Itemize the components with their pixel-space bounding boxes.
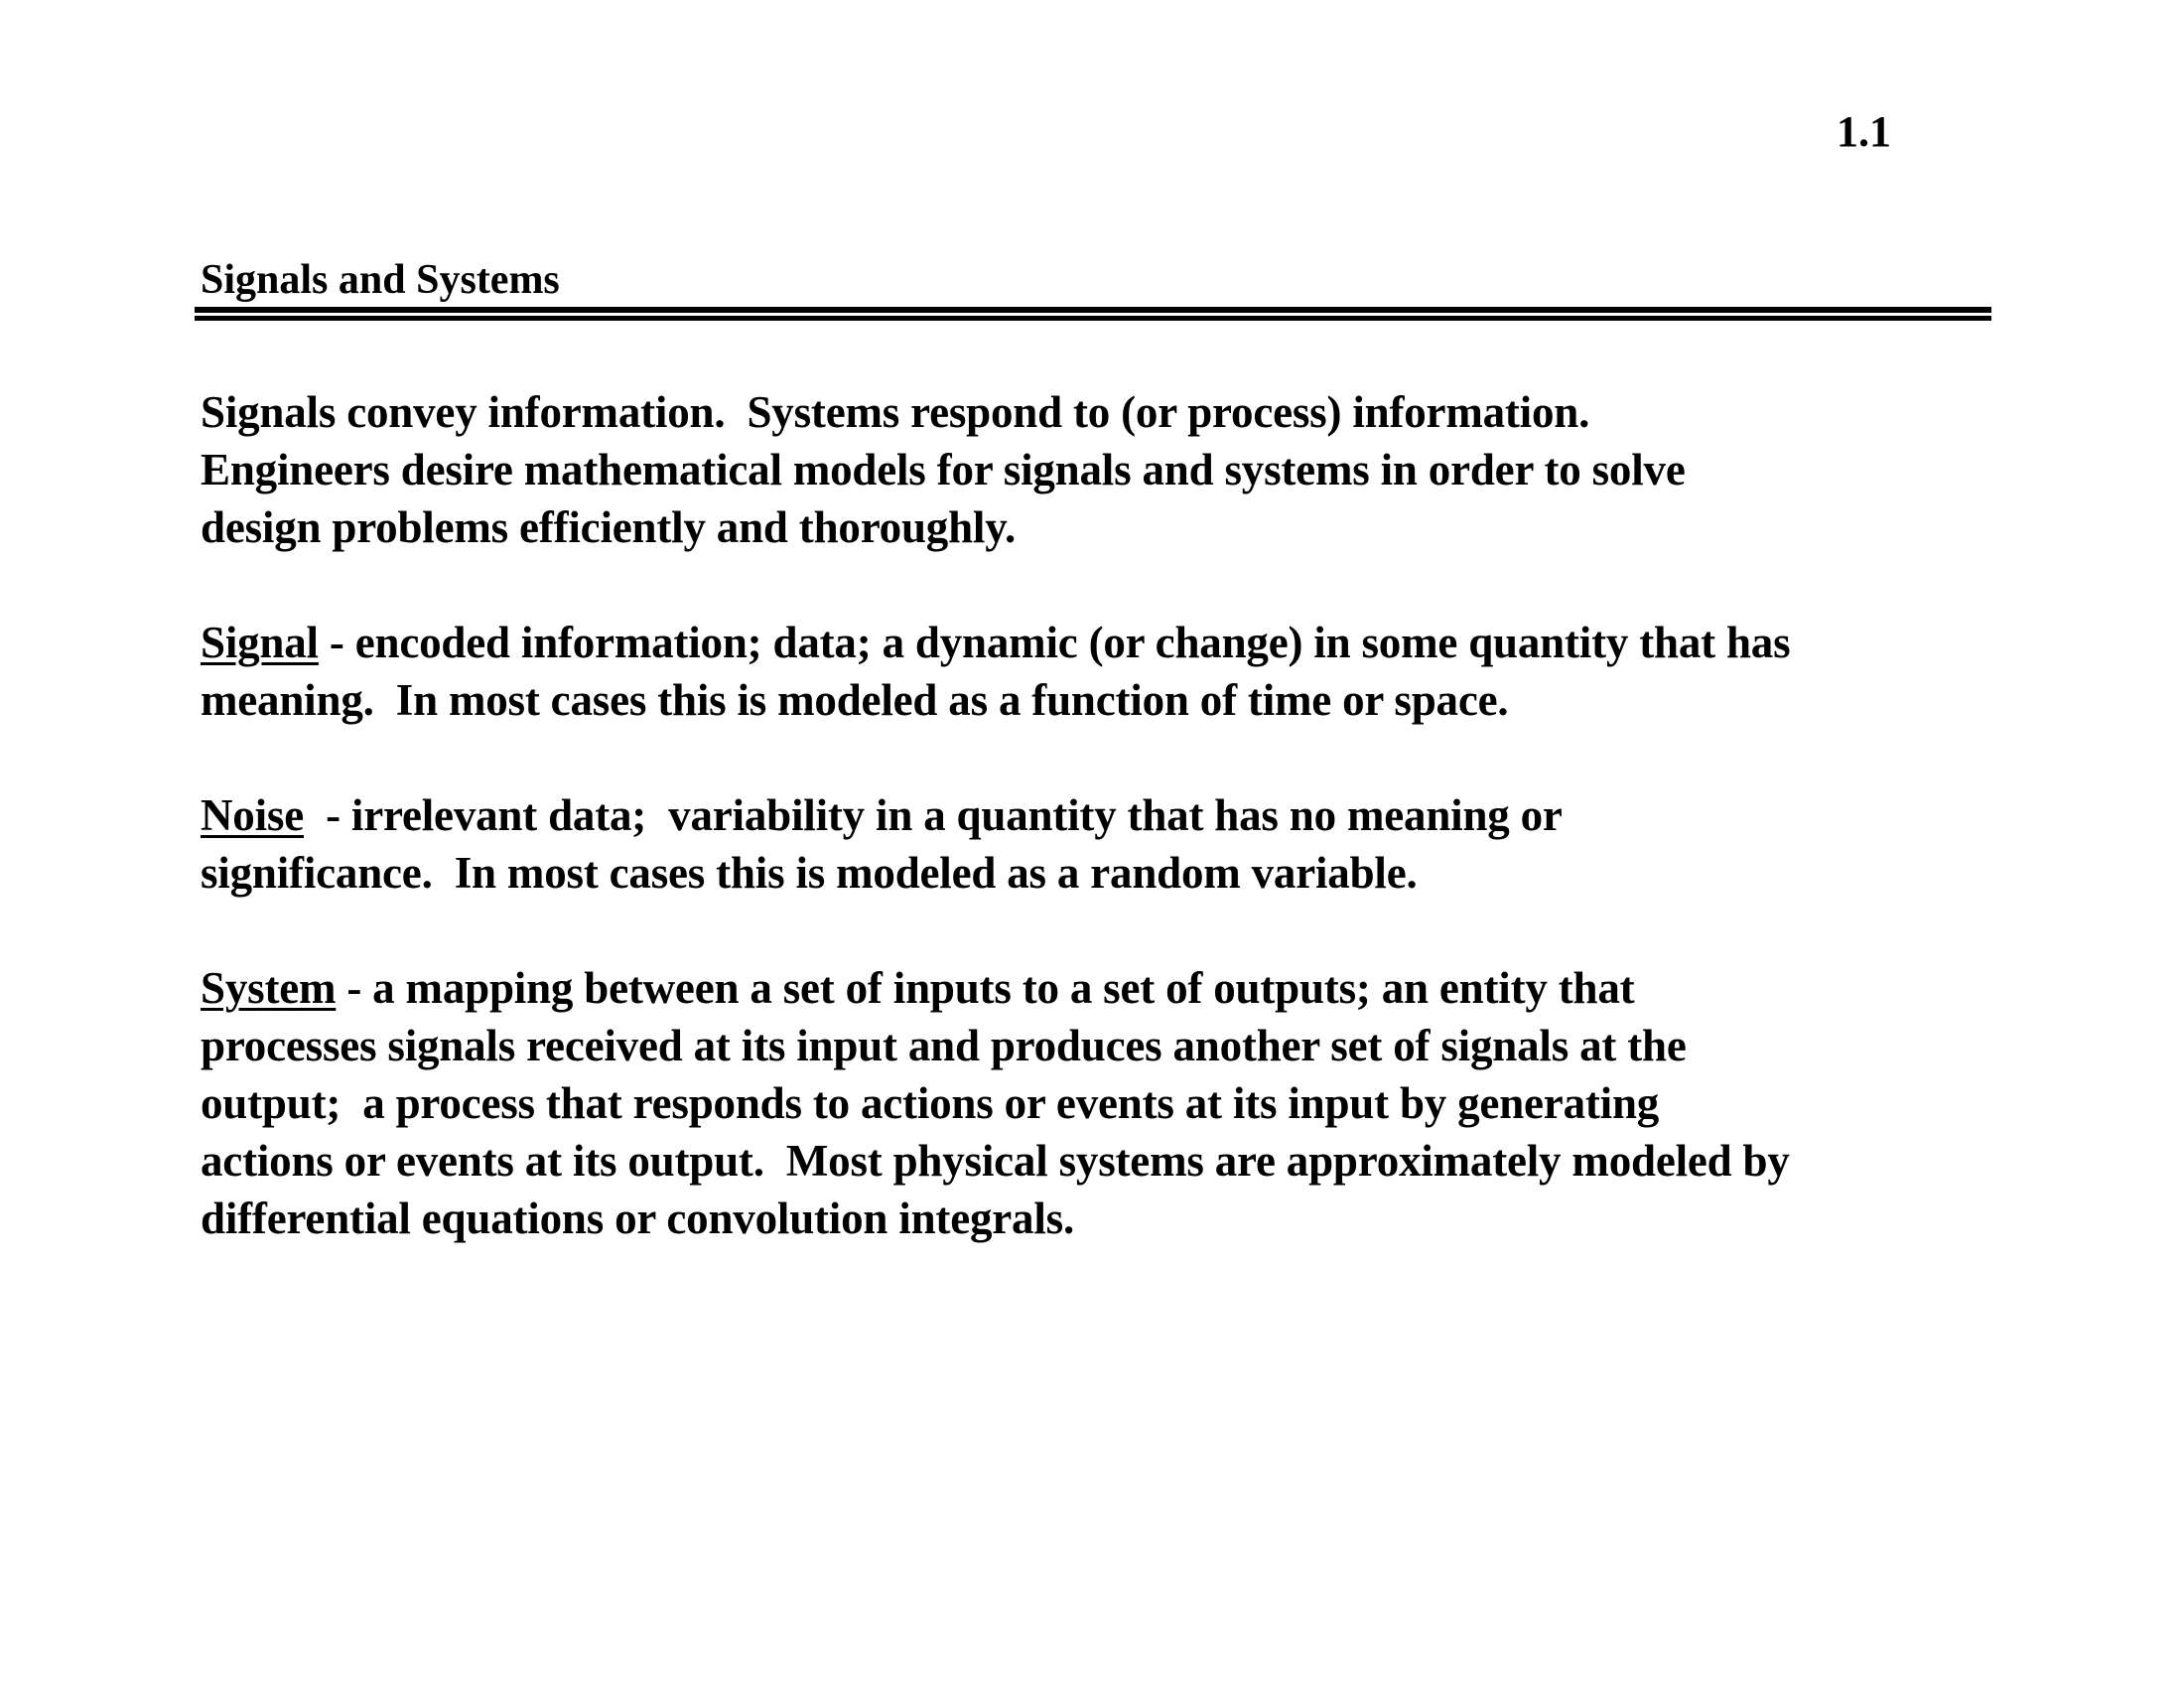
title-rule-thin [195, 316, 1991, 321]
definition-line: actions or events at its output. Most physical systems are approximately modeled by [201, 1136, 1790, 1186]
page-number: 1.1 [1837, 107, 1891, 156]
system-definition [201, 959, 1790, 1247]
definition-line [201, 614, 1790, 671]
page-title: Signals and Systems [201, 257, 560, 303]
term-noise: Noise [201, 790, 304, 840]
signal-definition [201, 614, 1790, 729]
definition-line: meaning. In most cases this is modeled as a function of time or space. [201, 675, 1509, 725]
definition-text: - a mapping between a set of inputs to a set of outputs; an entity that [336, 963, 1635, 1013]
noise-definition [201, 786, 1563, 902]
term-system: System [201, 963, 337, 1013]
intro-line: Engineers desire mathematical models for signals and systems in order to solve [201, 445, 1686, 494]
definition-text: - irrelevant data; variability in a quantity that has no meaning or [304, 790, 1563, 840]
definition-line [201, 959, 1790, 1017]
definition-line: processes signals received at its input and produces another set of signals at the [201, 1021, 1687, 1070]
intro-line: design problems efficiently and thoroughly. [201, 502, 1017, 552]
intro-paragraph [201, 383, 1686, 556]
definition-line [201, 786, 1563, 844]
definition-text: - encoded information; data; a dynamic (or change) in some quantity that has [318, 618, 1791, 667]
term-signal: Signal [201, 618, 319, 667]
title-rule-thick [195, 307, 1991, 313]
definition-line: differential equations or convolution integrals. [201, 1194, 1075, 1243]
definition-line: significance. In most cases this is modeled as a random variable. [201, 848, 1418, 898]
definition-line: output; a process that responds to actions or events at its input by generating [201, 1078, 1660, 1128]
intro-line: Signals convey information. Systems respond to (or process) information. [201, 387, 1590, 437]
